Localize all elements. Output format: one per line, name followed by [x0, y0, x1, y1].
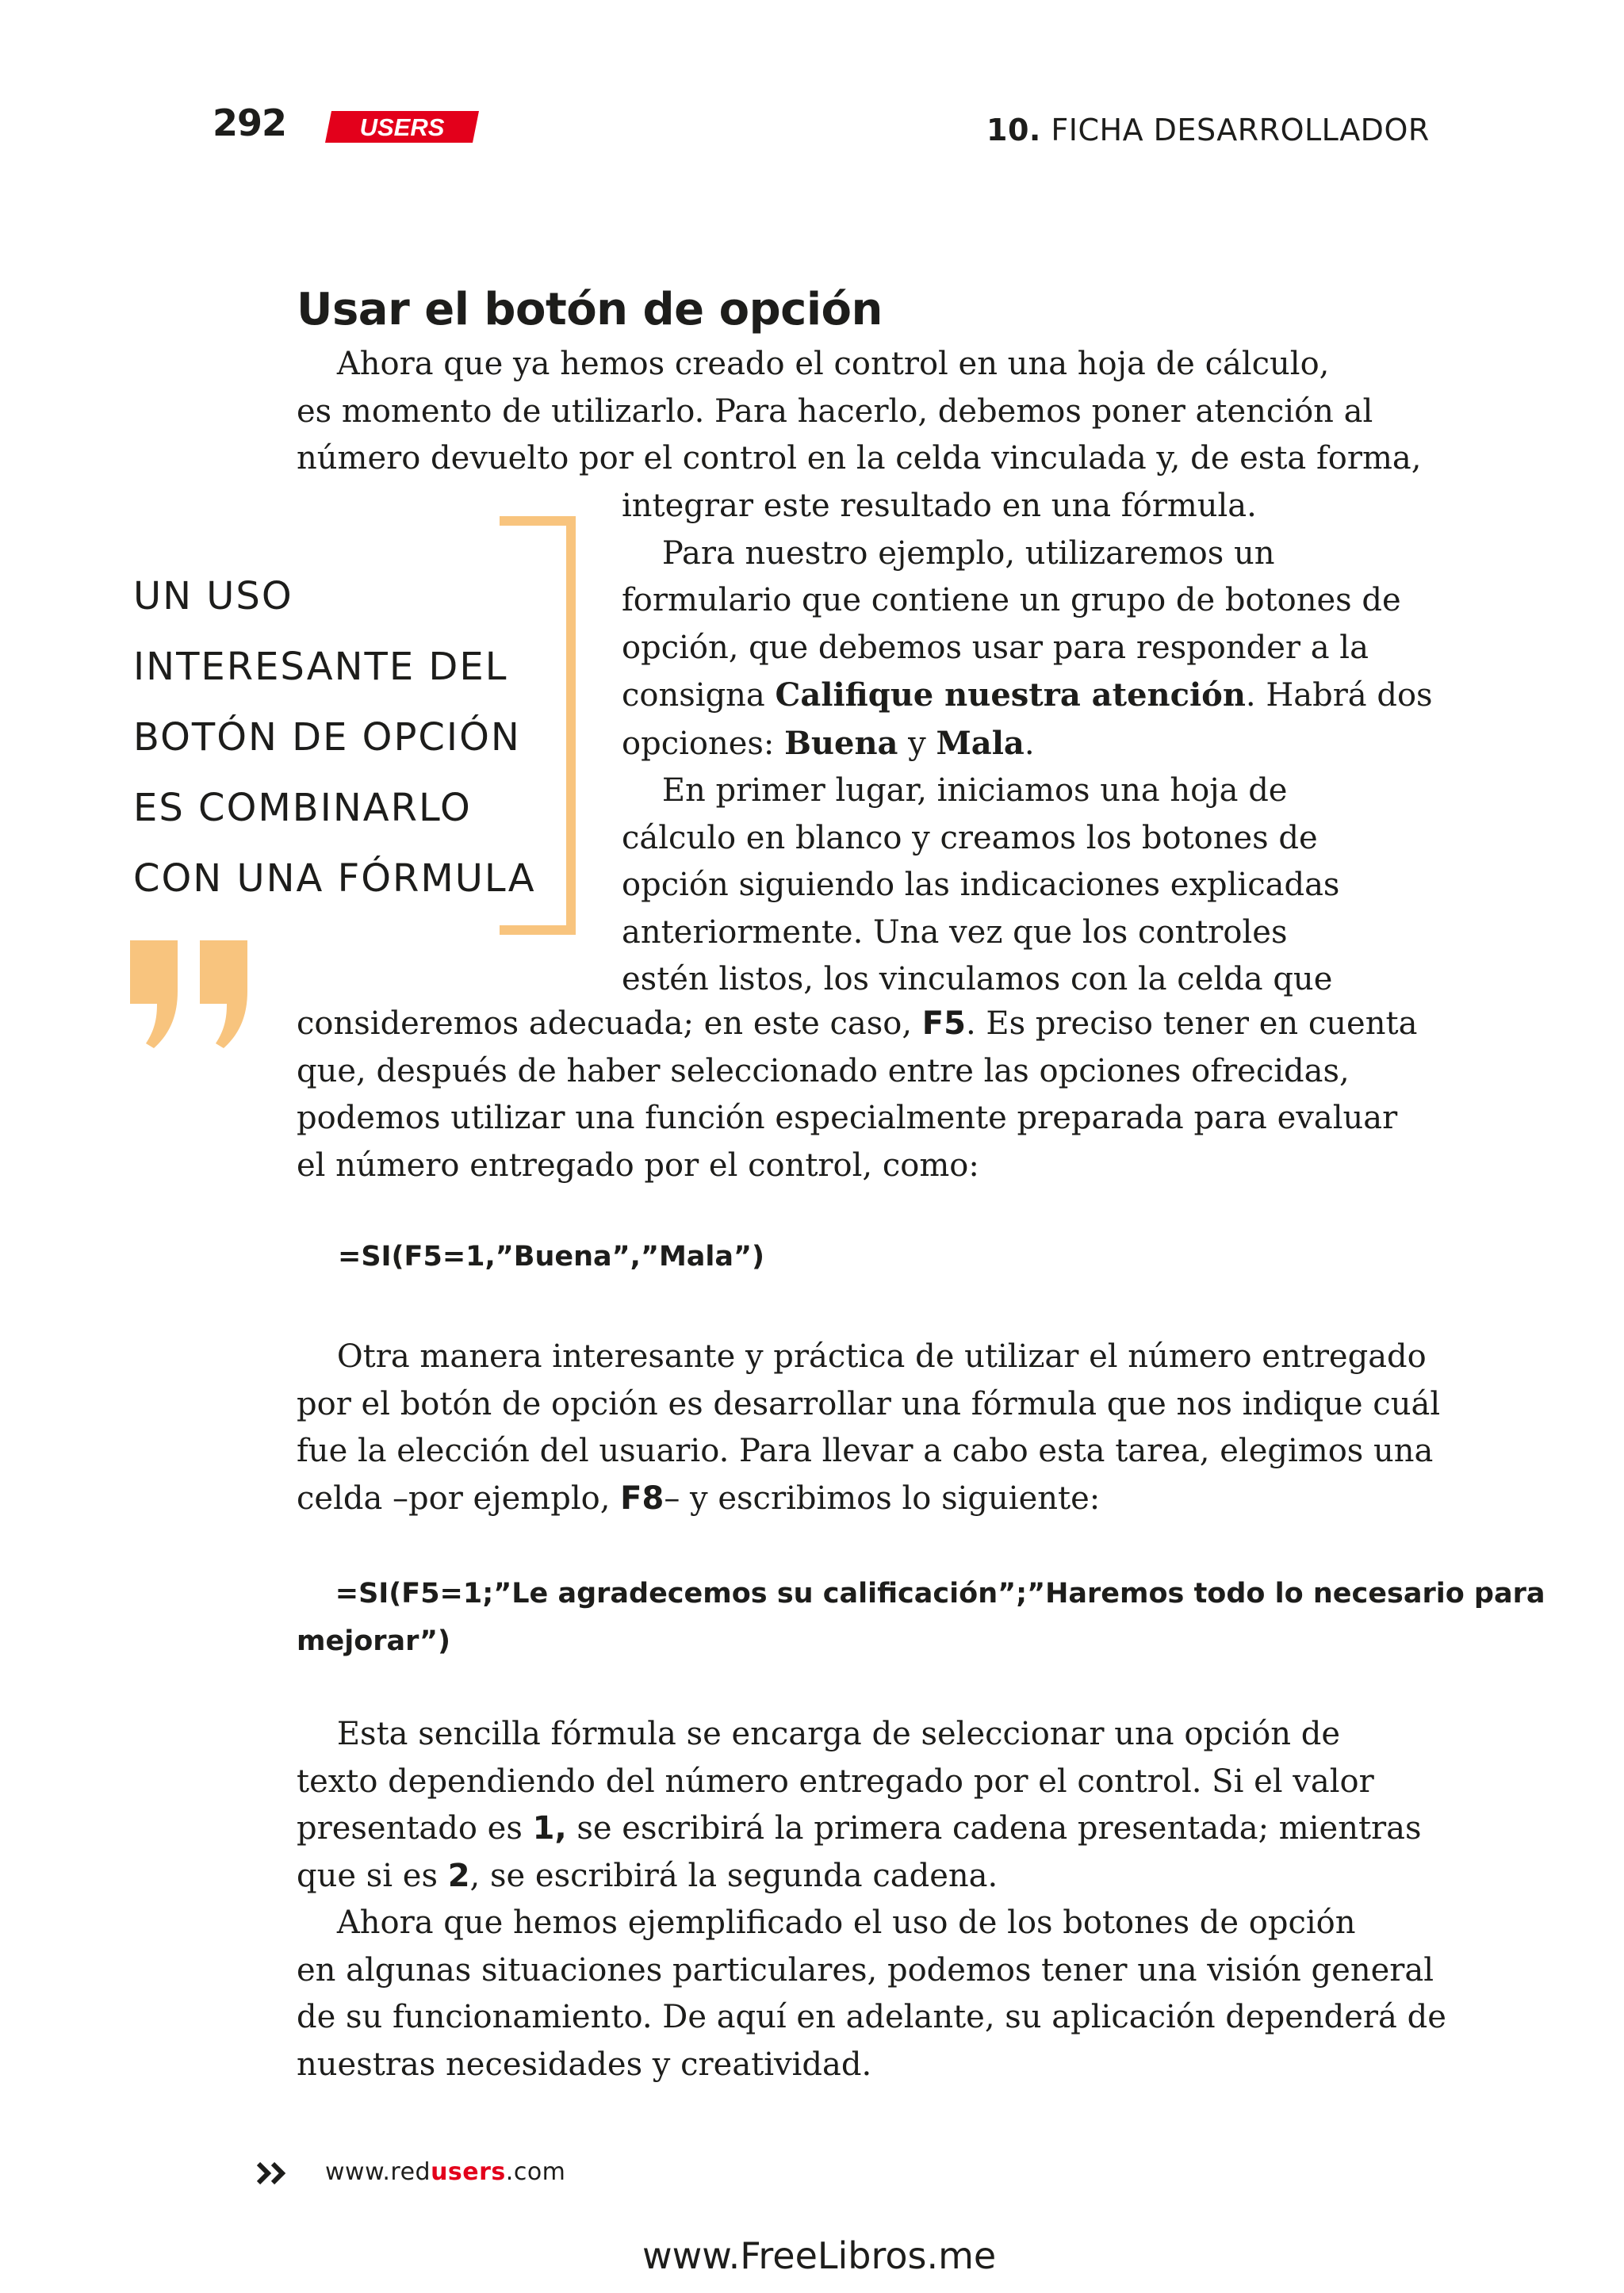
text-fragment: , se escribirá la segunda cadena. [469, 1857, 998, 1894]
text-fragment: y [898, 725, 936, 762]
text-line: podemos utilizar una función especialmente preparada para evaluar [297, 1100, 1398, 1136]
pull-quote-line: CON UNA FÓRMULA [133, 856, 536, 901]
text-line: anteriormente. Una vez que los controles [622, 913, 1288, 951]
text-line: opción siguiendo las indicaciones explicadas [622, 867, 1340, 903]
text-line: Ahora que ya hemos creado el control en una hoja de cálculo, [297, 346, 1330, 382]
text-line: fue la elección del usuario. Para llevar a cabo esta tarea, elegimos una [297, 1433, 1434, 1469]
text-fragment: . Es preciso tener en cuenta [965, 1005, 1418, 1042]
text-fragment: que si es [297, 1857, 448, 1894]
text-line [297, 1805, 1446, 1853]
section-title: Usar el botón de opción [297, 284, 883, 335]
paragraph-3 [297, 1334, 1440, 1522]
paragraph-4 [297, 1711, 1446, 2088]
text-line: es momento de utilizarlo. Para hacerlo, debemos poner atención al [297, 392, 1373, 430]
text-line: En primer lugar, iniciamos una hoja de [622, 772, 1288, 809]
quote-marks-icon [130, 940, 257, 1051]
text-line: texto dependiendo del número entregado por el control. Si el valor [297, 1763, 1374, 1800]
text-line: integrar este resultado en una fórmula. [622, 488, 1257, 524]
pull-quote [133, 561, 536, 914]
formula-1: =SI(F5=1,”Buena”,”Mala”) [338, 1241, 765, 1273]
text-fragment: opciones: [622, 725, 785, 762]
cell-reference: F5 [921, 1005, 966, 1042]
text-line [297, 1001, 1417, 1048]
pull-quote-line: UN USO [133, 574, 293, 618]
pull-quote-line: ES COMBINARLO [133, 786, 472, 830]
pull-quote-bracket [500, 516, 576, 935]
bold-number: 1, [532, 1810, 567, 1847]
pull-quote-line: INTERESANTE DEL [133, 645, 508, 689]
text-fragment: – y escribimos lo siguiente: [664, 1480, 1101, 1517]
text-fragment: . Habrá dos [1245, 677, 1433, 714]
double-chevron-icon [257, 2161, 289, 2185]
text-line: Otra manera interesante y práctica de utilizar el número entregado [297, 1338, 1427, 1375]
formula-2 [297, 1570, 1545, 1665]
bold-number: 2 [447, 1857, 470, 1894]
url-prefix: www.red [325, 2158, 431, 2186]
text-line [297, 1476, 1440, 1523]
cell-reference: F8 [620, 1480, 665, 1517]
url-brand: users [431, 2158, 506, 2186]
text-line [622, 672, 1433, 720]
paragraph-2 [297, 1001, 1417, 1189]
text-line: que, después de haber seleccionado entre las opciones ofrecidas, [297, 1052, 1350, 1089]
text-line [297, 1853, 1446, 1901]
footer-website-link[interactable] [325, 2158, 565, 2186]
text-line: cálculo en blanco y creamos los botones de [622, 819, 1318, 856]
text-line: en algunas situaciones particulares, podemos tener una visión general [297, 1951, 1434, 1989]
formula-line: =SI(F5=1;”Le agradecemos su calificación”;”Haremos todo lo necesario para [297, 1578, 1545, 1610]
text-fragment: se escribirá la primera cadena presentada; mientras [566, 1810, 1422, 1847]
text-line: Esta sencilla fórmula se encarga de seleccionar una opción de [297, 1716, 1341, 1752]
paragraph-1 [297, 341, 1421, 483]
text-fragment: . [1024, 725, 1035, 762]
bold-term: Buena [784, 724, 898, 762]
chapter-number: 10. [986, 113, 1041, 147]
formula-line: mejorar”) [297, 1625, 451, 1657]
text-line: formulario que contiene un grupo de botones de [622, 582, 1401, 618]
chapter-title: FICHA DESARROLLADOR [1051, 113, 1430, 147]
paragraph-indented [622, 483, 1433, 1004]
text-line: número devuelto por el control en la celda vinculada y, de esta forma, [297, 440, 1422, 477]
watermark-link[interactable]: www.FreeLibros.me [642, 2234, 997, 2277]
text-line: estén listos, los vinculamos con la celda que [622, 961, 1333, 997]
text-fragment: consigna [622, 677, 776, 714]
text-fragment: consideremos adecuada; en este caso, [297, 1005, 922, 1042]
text-line: opción, que debemos usar para responder a la [622, 629, 1369, 666]
pull-quote-line: BOTÓN DE OPCIÓN [133, 715, 521, 760]
chapter-heading [986, 113, 1430, 147]
text-line: Para nuestro ejemplo, utilizaremos un [622, 534, 1275, 572]
text-fragment: presentado es [297, 1810, 533, 1847]
text-line [622, 720, 1433, 768]
url-suffix: .com [505, 2158, 566, 2186]
page-number: 292 [213, 101, 287, 144]
text-line: Ahora que hemos ejemplificado el uso de los botones de opción [297, 1904, 1356, 1941]
text-line: el número entregado por el control, como: [297, 1146, 979, 1184]
text-line: de su funcionamiento. De aquí en adelante, su aplicación dependerá de [297, 1999, 1446, 2035]
users-logo [325, 111, 479, 143]
logo-text: USERS [359, 113, 445, 141]
bold-term: Califique nuestra atención [775, 676, 1246, 714]
text-line: por el botón de opción es desarrollar una fórmula que nos indique cuál [297, 1385, 1441, 1422]
text-line: nuestras necesidades y creatividad. [297, 2046, 872, 2083]
text-fragment: celda –por ejemplo, [297, 1480, 621, 1517]
bold-term: Mala [936, 724, 1025, 762]
